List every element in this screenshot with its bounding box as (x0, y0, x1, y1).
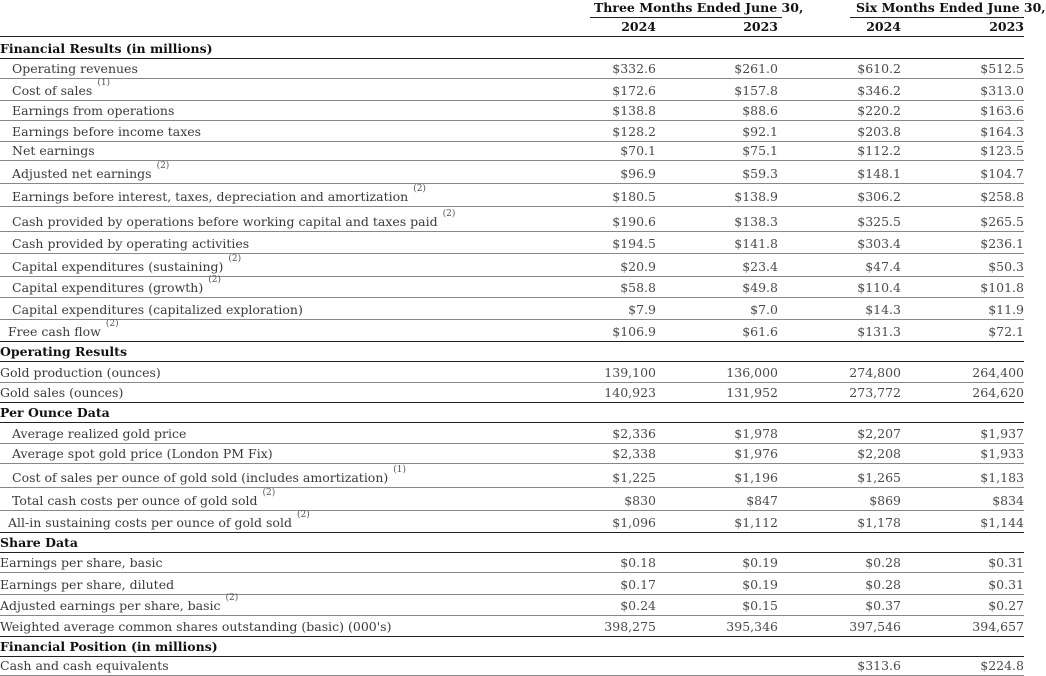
row-label-text: Financial Results (in millions) (0, 41, 213, 56)
table-cell: $1,978 (734, 426, 778, 441)
table-row (0, 656, 1024, 675)
table-cell: $138.9 (734, 189, 778, 204)
table-cell: $110.4 (857, 280, 901, 295)
table-cell: $0.27 (988, 598, 1024, 613)
table-row (0, 615, 1024, 636)
row-label (12, 103, 174, 118)
table-row (0, 382, 1024, 402)
table-cell: $332.6 (612, 61, 656, 76)
table-cell: $49.8 (742, 280, 778, 295)
table-row (0, 463, 1024, 487)
row-label (12, 446, 273, 461)
row-label (0, 658, 169, 673)
table-row (0, 572, 1024, 594)
section-label (0, 344, 127, 359)
row-label-text: Adjusted earnings per share, basic (0, 598, 221, 613)
table-cell: $101.8 (980, 280, 1024, 295)
table-cell: $131.3 (857, 324, 901, 339)
table-cell: $2,208 (857, 446, 901, 461)
table-cell: 273,772 (849, 385, 901, 400)
table-cell: $1,112 (734, 515, 778, 530)
table-cell: $112.2 (857, 143, 901, 158)
table-cell: $0.19 (742, 555, 778, 570)
table-cell: $128.2 (612, 124, 656, 139)
table-row (0, 78, 1024, 100)
row-label (0, 365, 161, 380)
table-cell: $1,976 (734, 446, 778, 461)
section-header (0, 402, 1024, 422)
row-label-text: Capital expenditures (capitalized exploration) (12, 302, 303, 317)
table-row (0, 120, 1024, 141)
table-cell: $236.1 (980, 236, 1024, 251)
table-cell: $2,336 (612, 426, 656, 441)
header-underline-six (850, 17, 1024, 18)
table-cell: $7.9 (628, 302, 656, 317)
header-six-months: Six Months Ended June 30, (856, 0, 1046, 15)
footnote-marker: (2) (442, 209, 456, 219)
row-label-text: Operating Results (0, 344, 127, 359)
row-label (12, 254, 242, 274)
table-cell: $258.8 (980, 189, 1024, 204)
row-label (8, 319, 119, 339)
table-cell: $138.3 (734, 214, 778, 229)
row-label (12, 61, 138, 76)
table-cell: 136,000 (726, 365, 778, 380)
table-cell: 131,952 (726, 385, 778, 400)
table-cell: $0.37 (865, 598, 901, 613)
table-cell: $7.0 (750, 302, 778, 317)
section-label (0, 405, 110, 420)
row-label-text: Capital expenditures (sustaining) (12, 259, 224, 274)
table-cell: $346.2 (857, 83, 901, 98)
table-cell: 395,346 (726, 619, 778, 634)
table-cell: $75.1 (742, 143, 778, 158)
table-cell: 397,546 (849, 619, 901, 634)
table-cell: $0.24 (620, 598, 656, 613)
footnote-marker: (1) (393, 465, 407, 475)
table-cell: $0.31 (988, 577, 1024, 592)
table-cell: $847 (746, 493, 778, 508)
row-label-text: Cash provided by operating activities (12, 236, 250, 251)
table-row (0, 183, 1024, 206)
table-cell: $23.4 (742, 259, 778, 274)
table-row (0, 141, 1024, 160)
footnote-marker: (2) (225, 593, 239, 603)
table-cell: $148.1 (857, 166, 901, 181)
row-label (8, 510, 310, 530)
table-row (0, 510, 1024, 532)
row-label (0, 593, 239, 613)
table-cell: $610.2 (857, 61, 901, 76)
row-label-text: Earnings per share, basic (0, 555, 163, 570)
table-cell: $104.7 (980, 166, 1024, 181)
table-row (0, 58, 1024, 78)
header-three-months: Three Months Ended June 30, (594, 0, 804, 15)
table-cell: $0.17 (620, 577, 656, 592)
table-cell: $1,933 (980, 446, 1024, 461)
table-cell: $0.18 (620, 555, 656, 570)
row-label-text: Weighted average common shares outstanding (basic) (000's) (0, 619, 392, 634)
table-cell: $88.6 (742, 103, 778, 118)
table-cell: 264,400 (972, 365, 1024, 380)
row-label (12, 78, 111, 98)
table-cell: $512.5 (980, 61, 1024, 76)
table-row (0, 253, 1024, 276)
table-cell: $325.5 (857, 214, 901, 229)
row-label-text: Cost of sales per ounce of gold sold (includes amortization) (12, 470, 389, 485)
table-cell: $1,096 (612, 515, 656, 530)
table-cell: $123.5 (980, 143, 1024, 158)
row-label-text: Operating revenues (12, 61, 138, 76)
table-cell: $313.6 (857, 658, 901, 673)
table-row (0, 487, 1024, 510)
table-cell: $869 (869, 493, 901, 508)
row-label (12, 275, 221, 295)
table-cell: $70.1 (620, 143, 656, 158)
row-label (0, 577, 174, 592)
table-row (0, 231, 1024, 253)
table-cell: $0.15 (742, 598, 778, 613)
row-label (12, 236, 249, 251)
row-label (12, 184, 426, 204)
row-label-text: All-in sustaining costs per ounce of gold sold (8, 515, 292, 530)
section-header (0, 636, 1024, 656)
table-cell: $96.9 (620, 166, 656, 181)
table-cell: $138.8 (612, 103, 656, 118)
table-cell: $164.3 (980, 124, 1024, 139)
table-cell: 274,800 (849, 365, 901, 380)
table-cell: $313.0 (980, 83, 1024, 98)
table-cell: $59.3 (742, 166, 778, 181)
row-label-text: Average spot gold price (London PM Fix) (12, 446, 273, 461)
header-underline-three (590, 17, 782, 18)
row-label-text: Earnings from operations (12, 103, 175, 118)
table-cell: $163.6 (980, 103, 1024, 118)
table-row (0, 206, 1024, 231)
table-cell: $14.3 (865, 302, 901, 317)
table-cell: $11.9 (988, 302, 1024, 317)
row-label (12, 426, 186, 441)
row-label-text: Share Data (0, 535, 78, 550)
row-label (0, 619, 391, 634)
table-cell: 139,100 (604, 365, 656, 380)
table-cell: $306.2 (857, 189, 901, 204)
table-row (0, 361, 1024, 382)
row-label-text: Average realized gold price (12, 426, 187, 441)
table-cell: $224.8 (980, 658, 1024, 673)
row-label (12, 465, 407, 485)
table-cell: 264,620 (972, 385, 1024, 400)
table-row (0, 552, 1024, 572)
row-label-text: Adjusted net earnings (12, 166, 152, 181)
section-header (0, 38, 1024, 58)
footnote-marker: (2) (228, 254, 242, 264)
table-cell: $72.1 (988, 324, 1024, 339)
row-label-text: Financial Position (in millions) (0, 639, 218, 654)
table-cell: $61.6 (742, 324, 778, 339)
header-year-3: 2024 (866, 19, 901, 34)
table-cell: $20.9 (620, 259, 656, 274)
table-cell: $1,225 (612, 470, 656, 485)
row-label-text: Earnings per share, diluted (0, 577, 175, 592)
row-label-text: Gold production (ounces) (0, 365, 161, 380)
table-cell: $2,207 (857, 426, 901, 441)
footnote-marker: (2) (156, 161, 170, 171)
header-year-2: 2023 (743, 19, 778, 34)
table-cell: $1,183 (980, 470, 1024, 485)
table-cell: $1,178 (857, 515, 901, 530)
row-label-text: Cash provided by operations before working capital and taxes paid (12, 214, 438, 229)
table-cell: $0.19 (742, 577, 778, 592)
section-label (0, 639, 218, 654)
footnote-marker: (2) (413, 184, 426, 194)
table-cell: $1,937 (980, 426, 1024, 441)
table-row (0, 319, 1024, 341)
table-cell: $50.3 (988, 259, 1024, 274)
header-year-4: 2023 (989, 19, 1024, 34)
table-cell: $830 (624, 493, 656, 508)
section-header (0, 341, 1024, 361)
row-label (12, 302, 303, 317)
footnote-marker: (2) (262, 488, 276, 498)
table-cell: $157.8 (734, 83, 778, 98)
row-label-text: Cash and cash equivalents (0, 658, 169, 673)
table-row (0, 100, 1024, 120)
table-cell: $194.5 (612, 236, 656, 251)
header-year-1: 2024 (621, 19, 656, 34)
table-cell: $0.28 (865, 577, 901, 592)
row-label (12, 209, 456, 229)
table-cell: $220.2 (857, 103, 901, 118)
section-label (0, 535, 78, 550)
table-cell: $1,196 (734, 470, 778, 485)
table-cell: $141.8 (734, 236, 778, 251)
table-cell: $58.8 (620, 280, 656, 295)
table-cell: 398,275 (604, 619, 656, 634)
row-label (12, 161, 170, 181)
table-cell: 394,657 (972, 619, 1024, 634)
table-cell: $180.5 (612, 189, 656, 204)
table-cell: $2,338 (612, 446, 656, 461)
table-row (0, 422, 1024, 443)
row-label-text: Earnings before interest, taxes, depreciation and amortization (12, 189, 409, 204)
table-cell: $303.4 (857, 236, 901, 251)
row-label-text: Total cash costs per ounce of gold sold (12, 493, 258, 508)
row-label (0, 555, 163, 570)
section-label (0, 41, 213, 56)
footnote-marker: (1) (97, 78, 111, 88)
table-cell: $106.9 (612, 324, 656, 339)
row-label-text: Free cash flow (8, 324, 101, 339)
footnote-marker: (2) (296, 510, 310, 520)
table-row (0, 276, 1024, 297)
table-cell: $190.6 (612, 214, 656, 229)
table-cell: $92.1 (742, 124, 778, 139)
table-cell: $47.4 (865, 259, 901, 274)
header-rule (0, 36, 1024, 37)
table-row (0, 297, 1024, 319)
table-cell: $261.0 (734, 61, 778, 76)
row-label-text: Net earnings (12, 143, 95, 158)
row-label (12, 488, 276, 508)
table-cell: $1,265 (857, 470, 901, 485)
table-cell: $172.6 (612, 83, 656, 98)
row-label (0, 385, 123, 400)
footnote-marker: (2) (105, 319, 119, 329)
row-label (12, 143, 95, 158)
table-cell: $834 (992, 493, 1024, 508)
section-header (0, 532, 1024, 552)
table-cell: $1,144 (980, 515, 1024, 530)
table-row (0, 160, 1024, 183)
table-row (0, 443, 1024, 463)
row-label-text: Gold sales (ounces) (0, 385, 124, 400)
table-cell: 140,923 (604, 385, 656, 400)
table-cell: $265.5 (980, 214, 1024, 229)
table-cell: $0.28 (865, 555, 901, 570)
footnote-marker: (2) (208, 275, 221, 285)
row-label-text: Earnings before income taxes (12, 124, 202, 139)
table-cell: $0.31 (988, 555, 1024, 570)
row-label-text: Capital expenditures (growth) (12, 280, 204, 295)
table-cell: $203.8 (857, 124, 901, 139)
row-label-text: Per Ounce Data (0, 405, 110, 420)
row-label-text: Cost of sales (12, 83, 93, 98)
row-label (12, 124, 201, 139)
table-row (0, 594, 1024, 615)
